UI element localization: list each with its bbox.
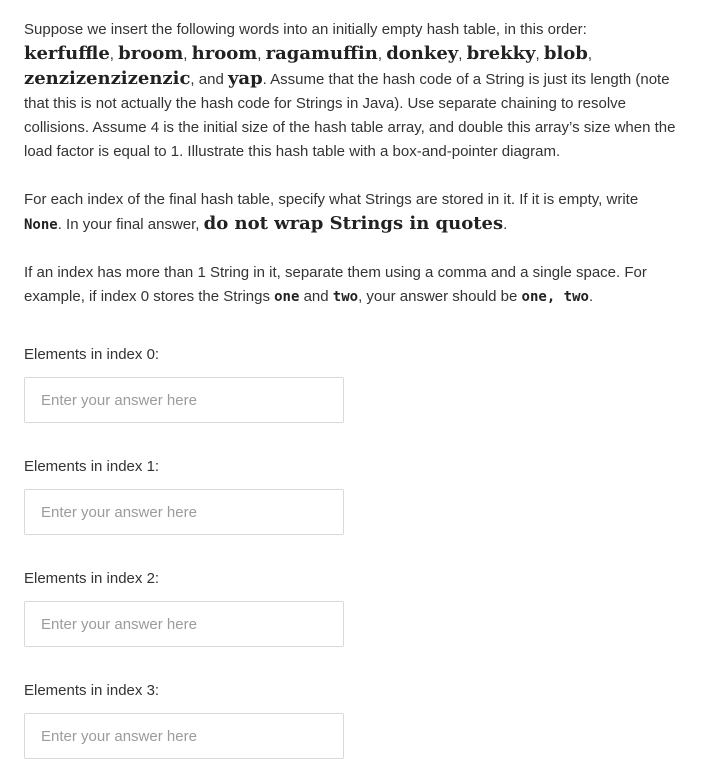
intro-lead: Suppose we insert the following words into an initially empty hash table, in this order: [24, 21, 587, 38]
format-text: If an index has more than 1 String in it, separate them using a comma and a single space. For example, if index 0 stores the Strings [24, 264, 647, 305]
none-keyword: None [24, 217, 58, 233]
index-2-input[interactable] [24, 601, 344, 647]
and-separator: , and [190, 71, 228, 88]
separator: , [183, 46, 192, 63]
separator: , [458, 46, 467, 63]
word-kerfuffle: kerfuffle [24, 43, 110, 64]
format-instructions [24, 261, 689, 309]
word-broom: broom [118, 43, 184, 64]
format-text: and [299, 288, 333, 305]
index-1-label: Elements in index 1: [24, 458, 160, 475]
index-3-field [24, 681, 689, 759]
word-donkey: donkey [386, 43, 459, 64]
word-hroom: hroom [191, 43, 258, 64]
question-content [24, 0, 689, 759]
example-one: one [274, 289, 300, 305]
index-1-field [24, 457, 689, 535]
instructions-text: . In your final answer, [57, 216, 204, 233]
word-zenzizenzizenzic: zenzizenzizenzic [24, 68, 191, 89]
no-quotes-emphasis: do not wrap Strings in quotes [203, 213, 504, 234]
separator: , [377, 46, 387, 63]
instructions-text: For each index of the final hash table, specify what Strings are stored in it. If it is empty, write [24, 191, 639, 208]
index-2-field [24, 569, 689, 647]
word-ragamuffin: ragamuffin [265, 43, 378, 64]
example-answer: one, two [521, 289, 589, 305]
index-0-field [24, 345, 689, 423]
answer-instructions [24, 188, 689, 237]
index-3-label: Elements in index 3: [24, 682, 160, 699]
index-1-input[interactable] [24, 489, 344, 535]
word-brekky: brekky [466, 43, 536, 64]
separator: , [257, 46, 266, 63]
example-two: two [332, 289, 359, 305]
index-0-label: Elements in index 0: [24, 346, 160, 363]
intro-tail: . Assume that the hash code of a String is just its length (note that this is not actually the hash code for Strings in Java). Use separate chaining to resolve collisions. Assume 4 is the initial size of the hash table array, and double this array’s size when the load factor is equal to 1. Illustrate this hash table with a box-and-pointer diagram. [24, 71, 676, 160]
word-blob: blob [543, 43, 588, 64]
index-2-label: Elements in index 2: [24, 570, 160, 587]
index-3-input[interactable] [24, 713, 344, 759]
format-text: , your answer should be [358, 288, 522, 305]
problem-statement [24, 18, 689, 164]
separator: , [109, 46, 119, 63]
format-text: . [588, 288, 594, 305]
separator: , [535, 46, 544, 63]
separator: , [587, 46, 593, 63]
index-0-input[interactable] [24, 377, 344, 423]
word-yap: yap [227, 68, 263, 89]
instructions-text: . [503, 216, 508, 233]
